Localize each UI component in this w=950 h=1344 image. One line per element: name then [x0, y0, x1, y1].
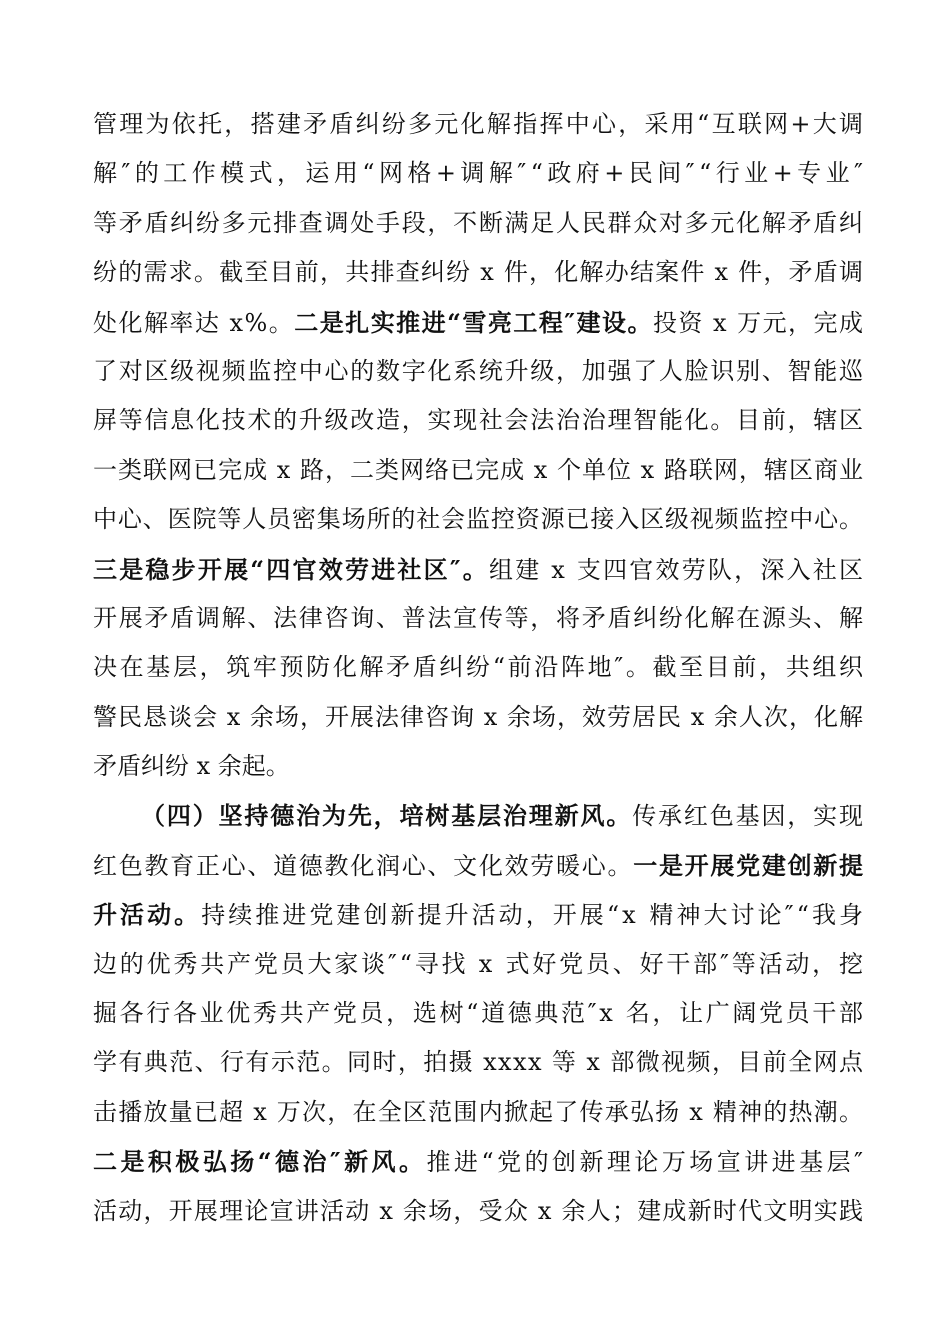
text-line [93, 841, 863, 890]
text-line [93, 298, 863, 347]
text-line [93, 446, 863, 495]
body-text-segment: 传承红色基因，实现 [632, 802, 865, 831]
text-line [93, 1137, 867, 1186]
body-text-segment: 击播放量已超 x 万次，在全区范围内掀起了传承弘扬 x 精神的热潮。 [93, 1097, 865, 1126]
text-line [93, 149, 868, 198]
text-line [93, 199, 863, 248]
text-line [93, 248, 863, 297]
body-text-segment: 活动，开展理论宣讲活动 x 余场，受众 x 余人；建成新时代文明实践 [93, 1196, 865, 1225]
body-text-segment: 学有典范、行有示范。同时，拍摄 xxxx 等 x 部微视频，目前全网点 [93, 1048, 865, 1077]
text-line [93, 890, 867, 939]
text-line [93, 396, 863, 445]
body-text-segment: 掘各行各业优秀共产党员，选树“道德典范″x 名，让广阔党员干部 [93, 999, 866, 1028]
text-line [93, 742, 863, 791]
text-line [93, 594, 863, 643]
bold-heading-text: 一是开展党建创新提 [633, 850, 865, 880]
text-line [93, 545, 866, 594]
text-line [93, 100, 866, 149]
body-text-segment: 开展矛盾调解、法律咨询、普法宣传等，将矛盾纠纷化解在源头、解 [93, 603, 865, 632]
body-text-segment: 持续推进党建创新提升活动，开展“x 精神大讨论″“我身 [201, 901, 867, 930]
body-text-segment: 中心、医院等人员密集场所的社会监控资源已接入区级视频监控中心。 [93, 505, 864, 534]
text-line [93, 347, 863, 396]
body-text-segment: 了对区级视频监控中心的数字化系统升级，加强了人脸识别、智能巡 [93, 356, 865, 385]
text-line [93, 495, 863, 544]
body-text-segment: 推进“党的创新理论万场宣讲进基层″ [426, 1148, 867, 1177]
body-text-segment: 解″的工作模式，运用“网格+调解″“政府+民间″“行业+专业″ [93, 159, 868, 188]
body-text-segment: 决在基层，筑牢预防化解矛盾纠纷“前沿阵地″。截至目前，共组织 [93, 653, 866, 682]
body-text-segment: 屏等信息化技术的升级改造，实现社会法治治理智能化。目前，辖区 [93, 406, 865, 435]
text-line [93, 940, 866, 989]
body-text-segment: 矛盾纠纷 x 余起。 [93, 752, 290, 781]
body-text-segment: 处化解率达 x%。 [93, 308, 295, 337]
body-text-segment: 投资 x 万元，完成 [652, 308, 865, 337]
bold-heading-text: 二是积极弘扬“德治″新风。 [93, 1147, 427, 1177]
bold-heading-text: 三是稳步开展“四官效劳进社区″。 [93, 554, 489, 584]
text-line [93, 643, 866, 692]
text-line [93, 1187, 863, 1236]
body-text-segment: 红色教育正心、道德教化润心、文化效劳暖心。 [93, 851, 634, 880]
bold-heading-text: （四）坚持德治为先，培树基层治理新风。 [141, 801, 633, 831]
text-line [93, 791, 863, 840]
bold-heading-text: 升活动。 [93, 900, 202, 930]
body-text-segment: 组建 x 支四官效劳队，深入社区 [488, 555, 866, 584]
body-text-segment: 管理为依托，搭建矛盾纠纷多元化解指挥中心，采用“互联网+大调 [93, 110, 866, 138]
text-line [93, 1038, 863, 1087]
body-text-segment: 纷的需求。截至目前，共排查纠纷 x 件，化解办结案件 x 件，矛盾调 [93, 258, 865, 287]
body-text-segment: 警民恳谈会 x 余场，开展法律咨询 x 余场，效劳居民 x 余人次，化解 [93, 702, 865, 731]
body-text-segment: 边的优秀共产党员大家谈″“寻找 x 式好党员、好干部″等活动，挖 [93, 949, 866, 978]
text-line [93, 1088, 863, 1137]
text-line [93, 693, 863, 742]
text-line [93, 989, 866, 1038]
bold-heading-text: 二是扎实推进“雪亮工程″建设。 [294, 307, 653, 337]
body-text-segment: 一类联网已完成 x 路，二类网络已完成 x 个单位 x 路联网，辖区商业 [93, 455, 865, 484]
body-text [93, 100, 868, 1236]
body-text-segment: 等矛盾纠纷多元排查调处手段，不断满足人民群众对多元化解矛盾纠 [93, 208, 865, 237]
